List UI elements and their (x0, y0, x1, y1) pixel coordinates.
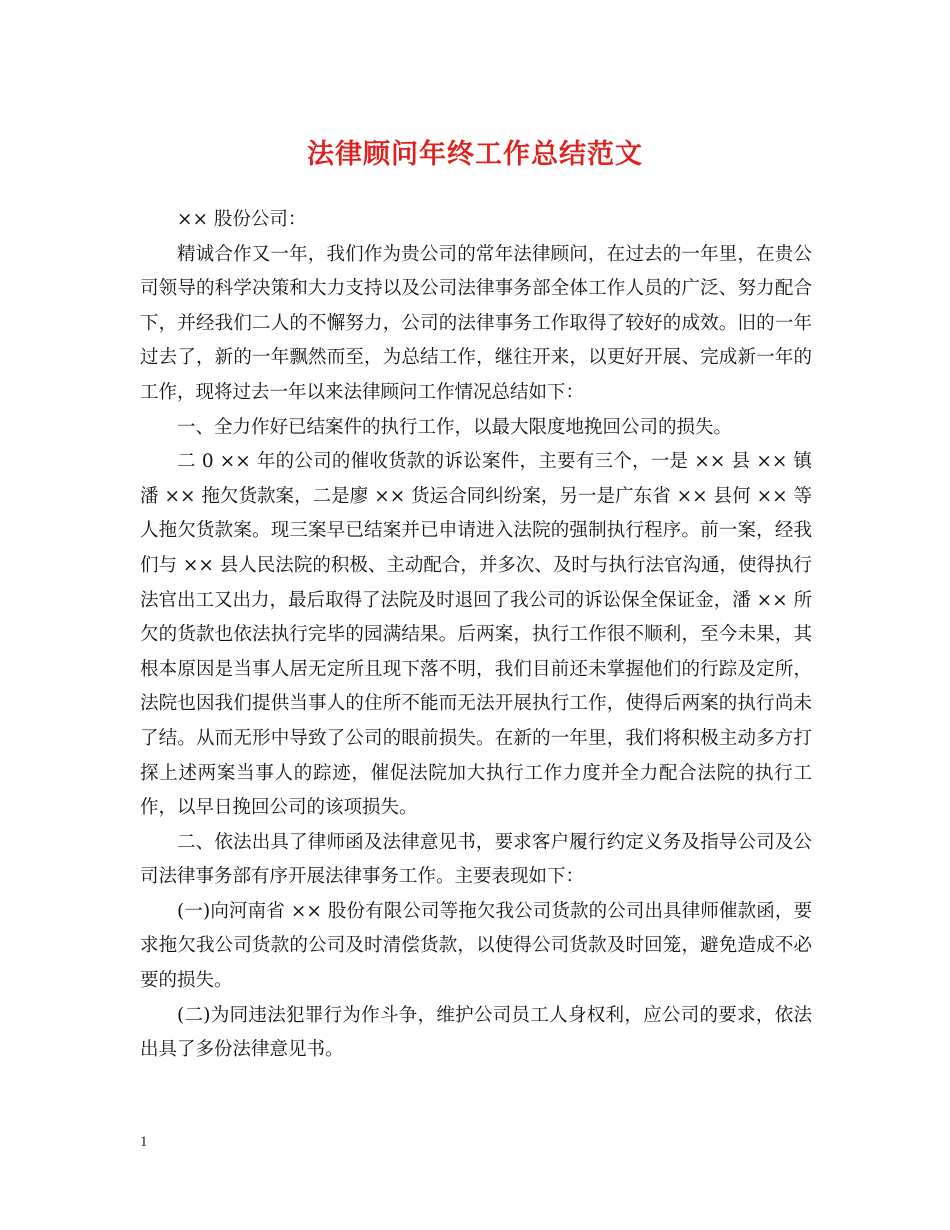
page-number: 1 (140, 1134, 148, 1150)
paragraph-intro: 精诚合作又一年，我们作为贵公司的常年法律顾问，在过去的一年里，在贵公司领导的科学决策和大力支持以及公司法律事务部全体工作人员的广泛、努力配合下，并经我们二人的不懈努力，公司的法律事务工作取得了较好的成效。旧的一年过去了，新的一年飘然而至，为总结工作，继往开来，以更好开展、完成新一年的工作，现将过去一年以来法律顾问工作情况总结如下： (140, 243, 812, 403)
paragraph-item-2: (二)为同违法犯罪行为作斗争，维护公司员工人身权利，应公司的要求，依法出具了多份法律意见书。 (140, 1004, 812, 1061)
document-title: 法律顾问年终工作总结范文 (307, 139, 643, 170)
document-body (140, 203, 812, 1068)
section-heading-2: 二、依法出具了律师函及法律意见书，要求客户履行约定义务及指导公司及公司法律事务部有序开展法律事务工作。主要表现如下： (140, 831, 812, 888)
paragraph-item-1: (一)向河南省 ×× 股份有限公司等拖欠我公司货款的公司出具律师催款函，要求拖欠我公司货款的公司及时清偿货款，以使得公司货款及时回笼，避免造成不必要的损失。 (140, 900, 812, 992)
salutation: ×× 股份公司： (177, 209, 307, 230)
section-heading-1: 一、全力作好已结案件的执行工作，以最大限度地挽回公司的损失。 (177, 416, 733, 438)
paragraph-cases: 二 0 ×× 年的公司的催收货款的诉讼案件，主要有三个，一是 ×× 县 ×× 镇潘 ×× 拖欠货款案，二是廖 ×× 货运合同纠纷案，另一是广东省 ×× 县何 ×× 等人拖欠货款案。现三案早已结案并已申请进入法院的强制执行程序。前一案，经我们与 ×× 县人民法院的积极、主动配合，并多次、及时与执行法官沟通，使得执行法官出工又出力，最后取得了法院及时退回了我公司的诉讼保全保证金，潘 ×× 所欠的货款也依法执行完毕的园满结果。后两案，执行工作很不顺利，至今未果，其根本原因是当事人居无定所且现下落不明，我们目前还未掌握他们的行踪及定所，法院也因我们提供当事人的住所不能而无法开展执行工作，使得后两案的执行尚未了结。从而无形中导致了公司的眼前损失。在新的一年里，我们将积极主动多方打探上述两案当事人的踪迹，催促法院加大执行工作力度并全力配合法院的执行工作，以早日挽回公司的该项损失。 (140, 451, 812, 819)
